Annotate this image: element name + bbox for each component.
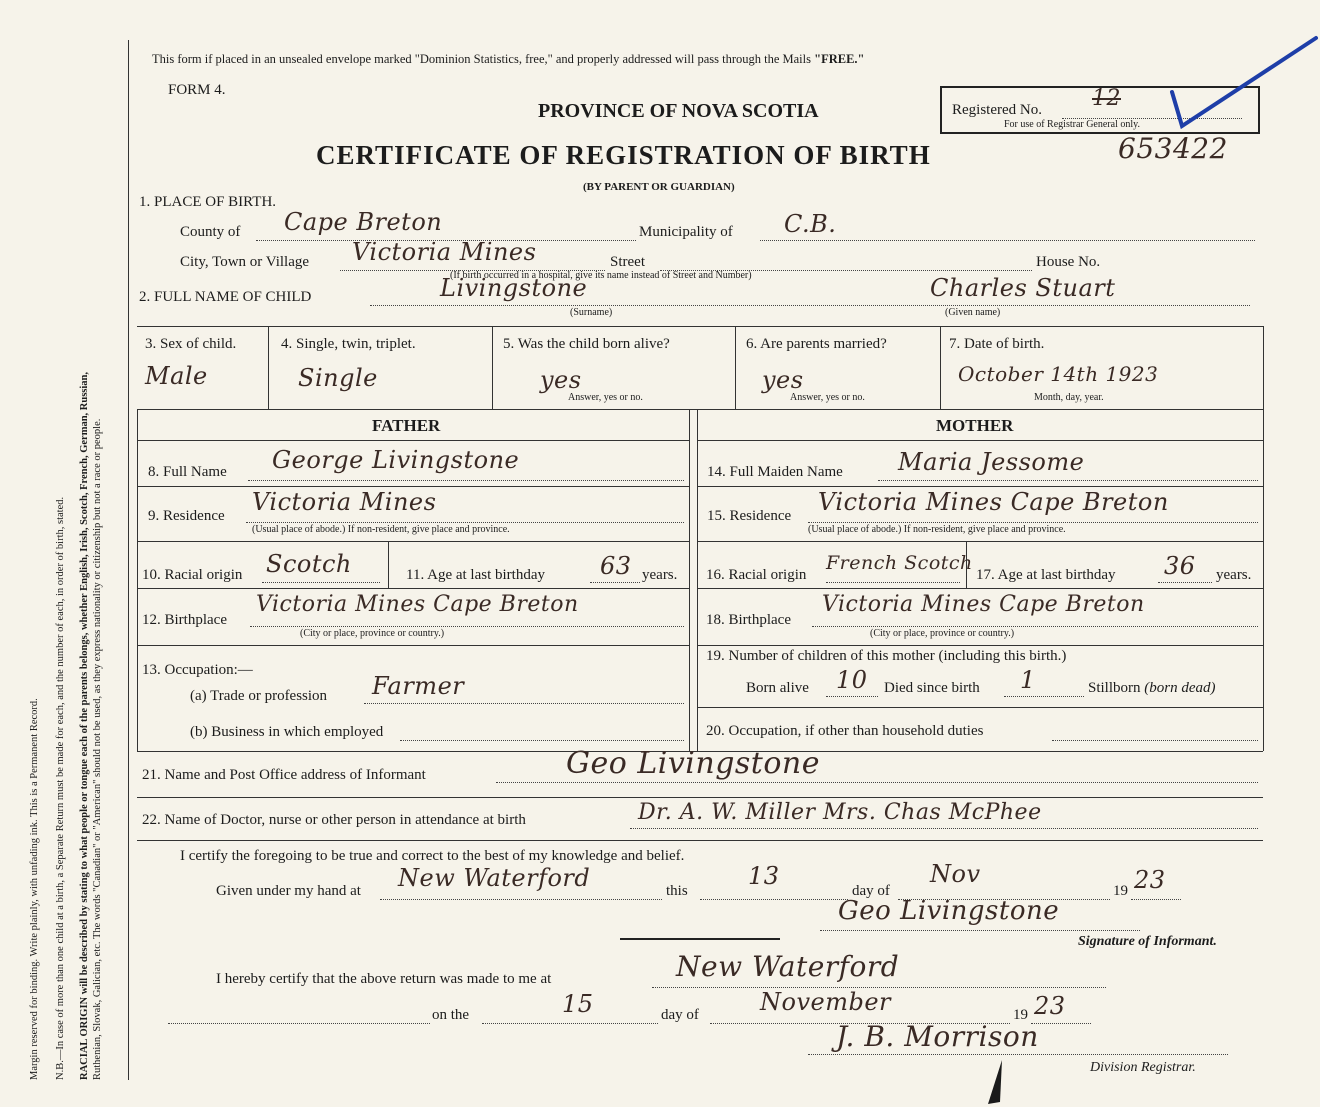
this-label: this [666, 883, 688, 899]
informant-signature: Geo Livingstone [838, 896, 1060, 926]
father-age-label: 11. Age at last birthday [406, 567, 545, 583]
born-alive-value: yes [540, 366, 582, 394]
father-age-value: 63 [600, 552, 632, 580]
sex-label: 3. Sex of child. [145, 336, 237, 352]
certify-text: I certify the foregoing to be true and correct to the best of my knowledge and belief. [180, 848, 685, 864]
county-label: County of [180, 224, 241, 240]
mother-children-label: 19. Number of children of this mother (including this birth.) [706, 648, 1067, 664]
province-heading: PROVINCE OF NOVA SCOTIA [538, 100, 819, 122]
pen-mark-icon [982, 1058, 1012, 1107]
father-trade-label: (a) Trade or profession [190, 688, 328, 704]
informant-signature-caption: Signature of Informant. [1078, 934, 1217, 949]
checkmark-icon [1168, 30, 1320, 130]
surname-caption: (Surname) [570, 307, 613, 318]
married-caption: Answer, yes or no. [790, 392, 865, 403]
father-residence-label: 9. Residence [148, 508, 225, 524]
mother-occupation-label: 20. Occupation, if other than household duties [706, 723, 984, 739]
plurality-value: Single [298, 364, 378, 392]
died-value: 1 [1020, 666, 1036, 694]
registrar-year-prefix: 19 [1013, 1007, 1028, 1023]
street-label: Street [610, 254, 645, 270]
registrar-use-note: For use of Registrar General only. [1004, 119, 1140, 130]
margin-notes [28, 40, 104, 1080]
father-birthplace-value: Victoria Mines Cape Breton [256, 592, 579, 617]
doctor-value: Dr. A. W. Miller Mrs. Chas McPhee [638, 800, 1042, 825]
born-alive-label: 5. Was the child born alive? [503, 336, 670, 352]
dob-label: 7. Date of birth. [949, 336, 1045, 352]
mother-years-label: years. [1216, 567, 1252, 583]
city-value: Victoria Mines [352, 238, 537, 266]
form-number: FORM 4. [168, 82, 226, 98]
municipality-value: C.B. [784, 210, 837, 238]
informant-label: 21. Name and Post Office address of Informant [142, 767, 426, 783]
municipality-label: Municipality of [639, 224, 733, 240]
margin-line-2: N.B.—In case of more than one child at a birth, a Separate Return must be made for each, and the number of each, in order of birth, stated. [55, 496, 66, 1080]
city-label: City, Town or Village [180, 254, 310, 270]
registered-label: Registered No. [952, 102, 1042, 118]
place-of-birth-heading: 1. PLACE OF BIRTH. [139, 194, 277, 210]
given-day-value: 13 [748, 862, 780, 890]
given-place-value: New Waterford [398, 864, 591, 892]
mother-birthplace-caption: (City or place, province or country.) [870, 628, 1015, 639]
mother-heading: MOTHER [936, 416, 1014, 435]
born-alive-caption: Answer, yes or no. [568, 392, 643, 403]
margin-line-3: RACIAL ORIGIN will be described by stating to what people or tongue each of the parents belongs, whether English, Irish, Scotch, French, German, Russian, [79, 371, 90, 1080]
given-year-prefix: 19 [1113, 883, 1128, 899]
informant-value: Geo Livingstone [566, 746, 820, 781]
house-no-label: House No. [1036, 254, 1101, 270]
registrar-day-of-label: day of [661, 1007, 699, 1023]
mother-age-label: 17. Age at last birthday [976, 567, 1116, 583]
father-racial-label: 10. Racial origin [142, 567, 243, 583]
father-name-value: George Livingstone [272, 446, 520, 474]
mother-residence-caption: (Usual place of abode.) If non-resident, give place and province. [808, 524, 1066, 535]
hospital-note: (If birth occurred in a hospital, give its name instead of Street and Number) [450, 270, 752, 281]
child-given-name: Charles Stuart [930, 274, 1116, 302]
father-heading: FATHER [372, 416, 441, 435]
father-residence-caption: (Usual place of abode.) If non-resident, give place and province. [252, 524, 510, 535]
father-name-label: 8. Full Name [148, 464, 227, 480]
born-alive-count-label: Born alive [746, 680, 809, 696]
doctor-label: 22. Name of Doctor, nurse or other person in attendance at birth [142, 812, 526, 828]
mother-name-value: Maria Jessome [898, 448, 1085, 476]
sex-value: Male [145, 362, 208, 390]
born-alive-count-value: 10 [836, 666, 868, 694]
died-label: Died since birth [884, 680, 980, 696]
registrar-year-value: 23 [1034, 992, 1066, 1020]
page-subtitle: (BY PARENT OR GUARDIAN) [583, 181, 735, 193]
given-month-value: Nov [930, 860, 981, 888]
margin-line-1: Margin reserved for binding. Write plainly, with unfading ink. This is a Permanent Record. [29, 698, 40, 1080]
on-the-label: on the [432, 1007, 470, 1023]
page-title: CERTIFICATE OF REGISTRATION OF BIRTH [316, 140, 931, 170]
county-value: Cape Breton [284, 208, 443, 236]
given-year-value: 23 [1134, 866, 1166, 894]
child-surname: Livingstone [440, 274, 588, 302]
stillborn-label: Stillborn (born dead) [1088, 680, 1216, 696]
given-name-caption: (Given name) [945, 307, 1001, 318]
margin-rule [128, 40, 129, 1080]
dob-caption: Month, day, year. [1034, 392, 1104, 403]
margin-line-4: Ruthenian, Slovak, Galician, etc. The words "Canadian" or "American" should not be used, as they express nationality or citizenship but not a race or people. [92, 418, 103, 1080]
certificate-number: 653422 [1118, 132, 1228, 165]
registrar-certify-text: I hereby certify that the above return was made to me at [216, 971, 552, 987]
mother-residence-label: 15. Residence [707, 508, 792, 524]
father-residence-value: Victoria Mines [252, 488, 437, 516]
registrar-place-value: New Waterford [676, 950, 900, 983]
father-years-label: years. [642, 567, 678, 583]
registered-number: 12 [1092, 86, 1121, 111]
mother-birthplace-value: Victoria Mines Cape Breton [822, 592, 1145, 617]
mother-age-value: 36 [1164, 552, 1196, 580]
father-trade-value: Farmer [372, 672, 465, 700]
given-day-of-label: day of [852, 883, 890, 899]
registrar-signature: J. B. Morrison [836, 1020, 1039, 1053]
father-birthplace-label: 12. Birthplace [142, 612, 227, 628]
father-occupation-label: 13. Occupation:— [142, 662, 253, 678]
father-birthplace-caption: (City or place, province or country.) [300, 628, 445, 639]
married-label: 6. Are parents married? [746, 336, 887, 352]
dob-value: October 14th 1923 [958, 362, 1159, 386]
mother-racial-label: 16. Racial origin [706, 567, 807, 583]
registrar-caption: Division Registrar. [1090, 1060, 1196, 1075]
married-value: yes [762, 366, 804, 394]
mother-racial-value: French Scotch [826, 552, 973, 574]
father-business-label: (b) Business in which employed [190, 724, 384, 740]
mother-residence-value: Victoria Mines Cape Breton [818, 488, 1169, 516]
father-racial-value: Scotch [266, 550, 352, 578]
plurality-label: 4. Single, twin, triplet. [281, 336, 416, 352]
mail-notice: This form if placed in an unsealed envelope marked "Dominion Statistics, free," and properly addressed will pass through the Mails "FREE." [152, 52, 865, 66]
mother-birthplace-label: 18. Birthplace [706, 612, 791, 628]
registrar-month-value: November [760, 988, 892, 1016]
given-under-label: Given under my hand at [216, 883, 361, 899]
mother-name-label: 14. Full Maiden Name [707, 464, 843, 480]
registrar-day-value: 15 [562, 990, 594, 1018]
child-name-label: 2. FULL NAME OF CHILD [139, 289, 312, 305]
